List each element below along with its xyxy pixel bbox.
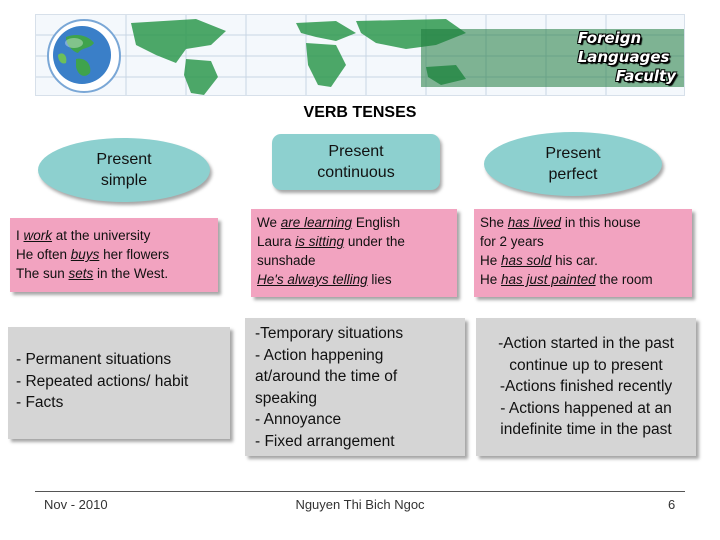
use-line: speaking [255, 389, 318, 407]
use-line: - Action happening [255, 346, 384, 364]
use-line: - Facts [16, 394, 64, 411]
use-line: - Repeated actions/ habit [16, 372, 189, 390]
footer-date: Nov - 2010 [44, 497, 108, 512]
example-sentence: She has lived in this house [480, 215, 641, 230]
tense-name-line: continuous [317, 164, 395, 181]
header-banner [35, 14, 685, 96]
use-line: indefinite time in the past [500, 421, 672, 438]
faculty-line-1: Foreign [577, 29, 642, 47]
use-line: continue up to present [509, 356, 663, 374]
example-sentence: The sun sets in the West. [16, 266, 169, 281]
footer-page-number: 6 [668, 497, 676, 512]
footer-author: Nguyen Thi Bich Ngoc [295, 497, 425, 512]
example-sentence: Laura is sitting under the [257, 234, 405, 249]
tense-name-line: simple [100, 172, 148, 189]
tense-name-present-simple [38, 138, 210, 202]
use-line: - Annoyance [255, 411, 342, 428]
example-sentence: He has sold his car. [480, 253, 598, 268]
tense-name-line: Present [545, 145, 601, 162]
use-line: - Permanent situations [16, 351, 172, 368]
examples-present-perfect [474, 209, 692, 297]
tense-name-present-continuous [272, 134, 440, 190]
example-sentence: I work at the university [16, 228, 151, 243]
examples-present-simple [10, 218, 218, 292]
example-sentence: He's always telling lies [257, 272, 392, 287]
example-sentence: He often buys her flowers [16, 247, 170, 262]
use-line: - Fixed arrangement [255, 432, 395, 450]
use-line: at/around the time of [255, 368, 398, 385]
faculty-logo-text [578, 29, 676, 86]
tense-name-line: Present [328, 143, 384, 160]
example-sentence: He has just painted the room [480, 272, 653, 287]
use-line: -Action started in the past [498, 335, 674, 352]
footer-divider [35, 491, 685, 492]
tense-name-line: perfect [548, 166, 598, 183]
example-sentence: sunshade [257, 253, 316, 268]
page-title: VERB TENSES [303, 104, 417, 121]
use-line: - Actions happened at an [500, 399, 672, 417]
example-sentence: for 2 years [480, 234, 544, 249]
faculty-line-3: Faculty [615, 67, 676, 85]
use-line: -Temporary situations [255, 325, 404, 342]
tense-name-present-perfect [484, 132, 662, 196]
uses-present-simple [8, 327, 230, 439]
uses-present-continuous [245, 318, 465, 456]
examples-present-continuous [251, 209, 457, 297]
use-line: -Actions finished recently [499, 378, 673, 395]
uses-present-perfect [476, 318, 696, 456]
tense-name-line: Present [96, 151, 152, 168]
faculty-line-2: Languages [577, 48, 670, 66]
example-sentence: We are learning English [257, 215, 401, 230]
globe-icon [48, 20, 120, 92]
